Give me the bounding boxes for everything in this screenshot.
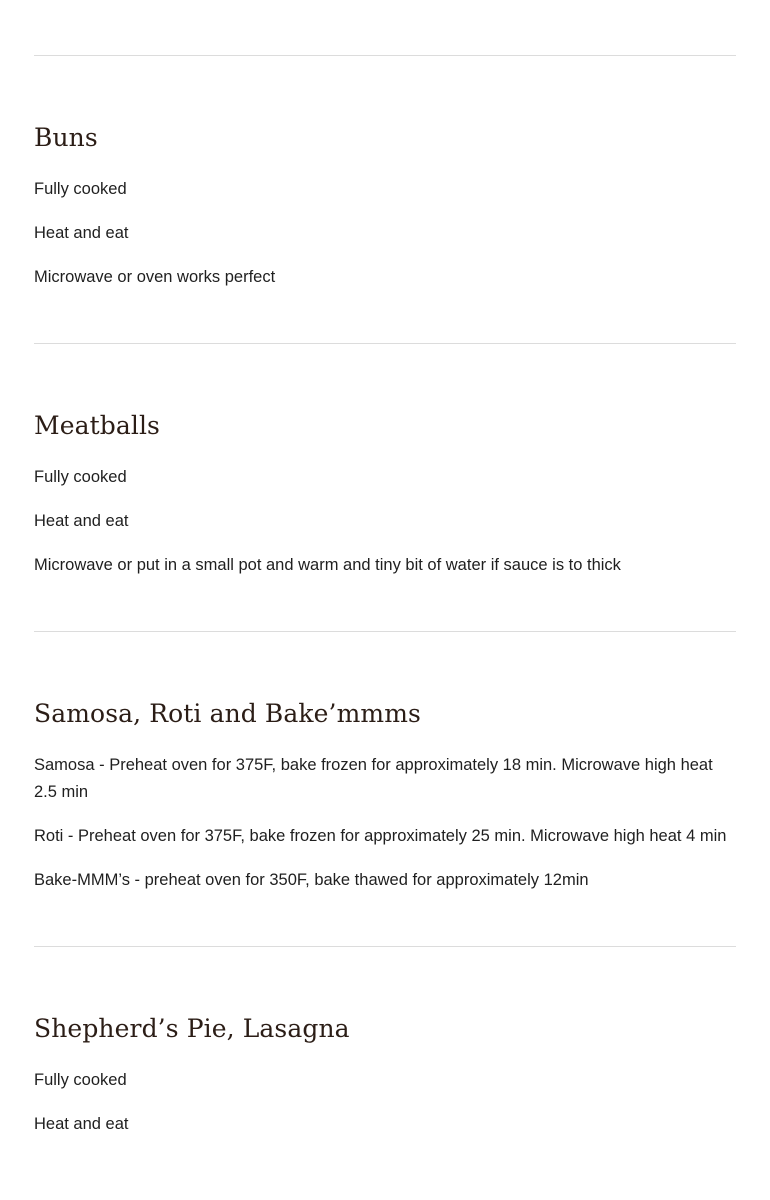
instruction-line: Bake-MMM’s - preheat oven for 350F, bake thawed for approximately 12min [34, 871, 589, 889]
section-meatballs [34, 344, 736, 631]
instruction-line: Heat and eat [34, 1115, 129, 1133]
section-title: Meatballs [34, 411, 160, 440]
page-content [34, 0, 736, 1190]
top-spacer [34, 0, 736, 55]
instruction-line: Fully cooked [34, 180, 127, 198]
section-samosa-roti-bake [34, 632, 736, 946]
section-buns [34, 56, 736, 343]
instruction-line: Heat and eat [34, 512, 129, 530]
section-title: Buns [34, 123, 98, 152]
section-title: Samosa, Roti and Bake’mmms [34, 699, 421, 728]
instruction-line: Microwave or oven works perfect [34, 268, 276, 286]
section-title: Shepherd’s Pie, Lasagna [34, 1014, 350, 1043]
instruction-line: Roti - Preheat oven for 375F, bake frozen for approximately 25 min. Microwave high heat 4 min [34, 827, 727, 845]
instruction-line: Fully cooked [34, 468, 127, 486]
instruction-line: Fully cooked [34, 1071, 127, 1089]
instruction-line: Heat and eat [34, 224, 129, 242]
instruction-line: Samosa - Preheat oven for 375F, bake frozen for approximately 18 min. Microwave high heat 2.5 min [34, 756, 713, 801]
section-shepherds-pie-lasagna [34, 947, 736, 1190]
instruction-line: Microwave or put in a small pot and warm and tiny bit of water if sauce is to thick [34, 556, 621, 574]
